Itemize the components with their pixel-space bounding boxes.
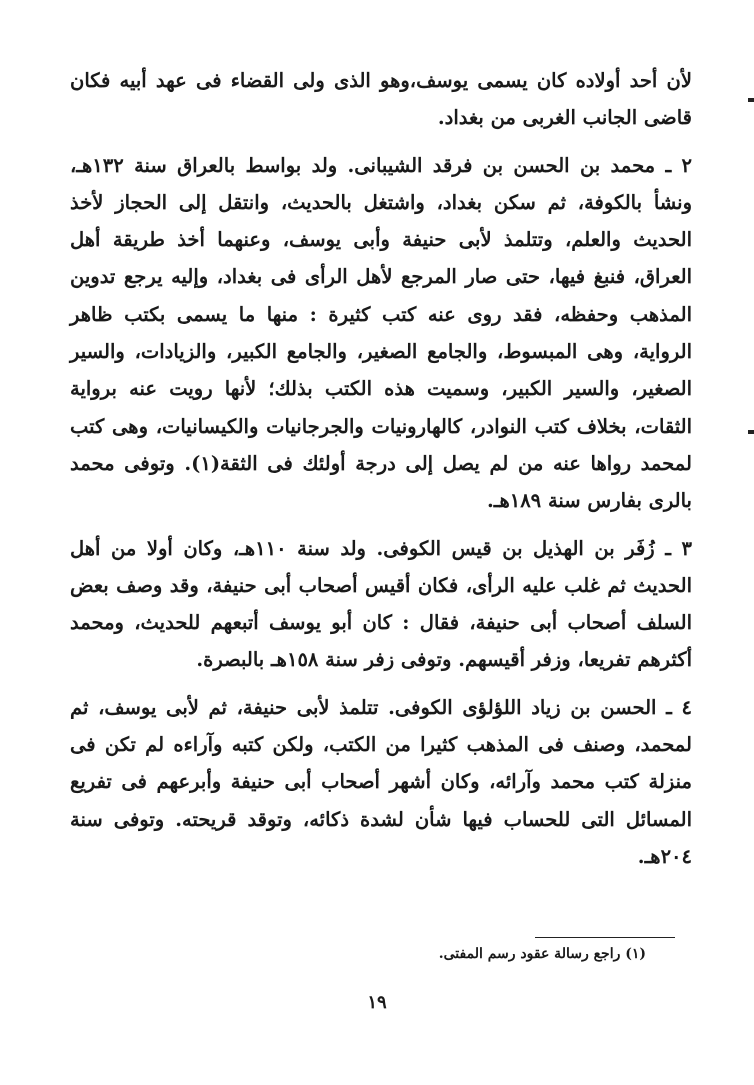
scan-edge-mark bbox=[748, 430, 754, 434]
page-number: ١٩ bbox=[367, 992, 387, 1013]
footnote: (١) راجع رسالة عقود رسم المفتى. bbox=[438, 946, 646, 962]
paragraph-al-hasan-ibn-ziyad: ٤ ـ الحسن بن زياد اللؤلؤى الكوفى. تتلمذ لأبى حنيفة، ثم لأبى يوسف، ثم لمحمد، وصنف فى المذهب كثيرا من الكتب، ولكن كتبه وآراءه لم تكن فى منزلة كتب محمد وآرائه، وكان أشهر أصحاب أبى حنيفة وأبرعهم فى تفريع المسائل التى للحساب فيها شأن لشدة ذكائه، وتوقد قريحته. وتوفى سنة ٢٠٤هـ. bbox=[70, 695, 692, 868]
scan-edge-mark bbox=[748, 98, 754, 102]
paragraph-zufar: ٣ ـ زُفَر بن الهذيل بن قيس الكوفى. ولد سنة ١١٠هـ، وكان أولا من أهل الحديث ثم غلب عليه الرأى، فكان أقيس أصحاب أبى حنيفة، وقد وصف بعض السلف أصحاب أبى حنيفة، فقال : كان أبو يوسف أتبعهم للحديث، ومحمد أكثرهم تفريعا، وزفر أقيسهم. وتوفى زفر سنة ١٥٨هـ بالبصرة. bbox=[70, 536, 693, 672]
footnote-divider bbox=[535, 937, 675, 938]
page-body bbox=[70, 62, 692, 875]
paragraph-continuation: لأن أحد أولاده كان يسمى يوسف،وهو الذى ولى القضاء فى عهد أبيه فكان قاضى الجانب الغربى من بغداد. bbox=[70, 69, 692, 130]
paragraph-muhammad-ibn-al-hasan: ٢ ـ محمد بن الحسن بن فرقد الشيبانى. ولد بواسط بالعراق سنة ١٣٢هـ، ونشأ بالكوفة، ثم سكن بغداد، واشتغل بالحديث، وانتقل إلى الحجاز لأخذ الحديث والعلم، وتتلمذ لأبى حنيفة وأبى يوسف، وعنهما أخذ طريقة أهل العراق، فنبغ فيها، حتى صار المرجع لأهل الرأى فى بغداد، وإليه يرجع تدوين المذهب وحفظه، فقد روى عنه كتب كثيرة : منها ما يسمى بكتب ظاهر الرواية، وهى المبسوط، والجامع الصغير، والجامع الكبير، والزيادات، والسير الصغير، والسير الكبير، وسميت هذه الكتب بذلك؛ لأنها رويت عنه برواية الثقات، بخلاف كتب النوادر، كالهارونيات والجرجانيات والكيسانيات، وهى كتب لمحمد رواها عنه من لم يصل إلى درجة أولئك فى الثقة(١). وتوفى محمد بالرى بفارس سنة ١٨٩هـ. bbox=[70, 153, 692, 513]
